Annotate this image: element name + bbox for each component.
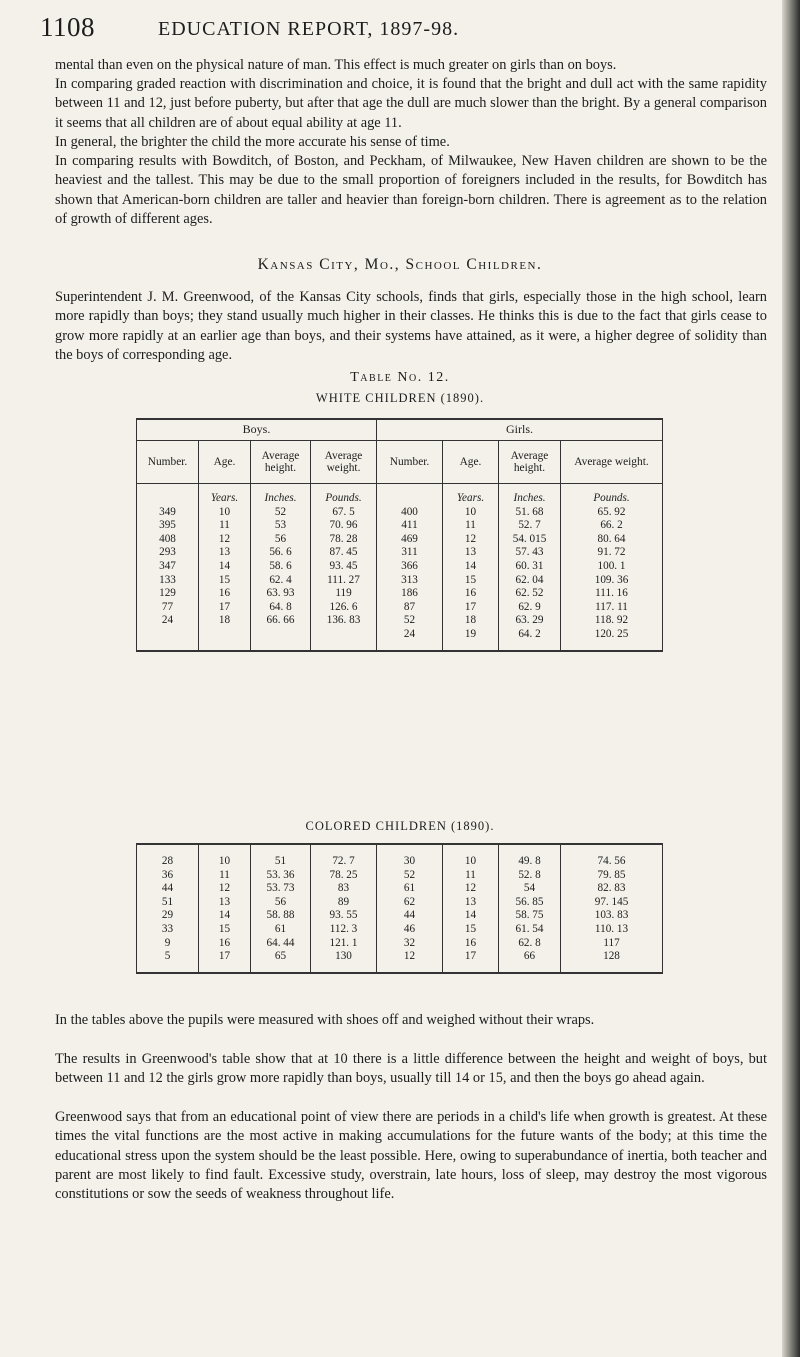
table-title: Table No. 12. [350, 370, 450, 385]
column-header: Average height. [251, 441, 311, 484]
closing-paragraph-3: Greenwood says that from an educational point of view there are periods in a child's life when growth is greatest. At these times the vital functions are the most active in making accumulations for the future wants of the body; at this time the educational stress upon the system should be the least possible. Here, owing to superabundance of inertia, both teacher and parent are most likely to find fault. Excessive study, overstrain, late hours, loss of sleep, may destroy the most vigorous constitutions or sow the seeds of weakness throughout life. [55, 1109, 767, 1203]
unit-label [137, 484, 199, 506]
boys-weight-column: 67. 5 70. 96 78. 28 87. 45 93. 45 111. 27 119 126. 6 136. 83 [311, 506, 377, 651]
column-header: Average height. [499, 441, 561, 484]
colored-boys-age-column: 10 11 12 13 14 15 16 17 [199, 844, 251, 973]
girls-number-column: 400 411 469 311 366 313 186 87 52 24 [377, 506, 443, 651]
intro-paragraph-1: mental than even on the physical nature of man. This effect is much greater on girls than on boys. [55, 57, 617, 73]
colored-boys-number-column: 28 36 44 51 29 33 9 5 [137, 844, 199, 973]
boys-height-column: 52 53 56 56. 6 58. 6 62. 4 63. 93 64. 8 66. 66 [251, 506, 311, 651]
colored-girls-height-column: 49. 8 52. 8 54 56. 85 58. 75 61. 54 62. 8 66 [499, 844, 561, 973]
column-header: Average weight. [561, 441, 663, 484]
girls-weight-column: 65. 92 66. 2 80. 64 91. 72 100. 1 109. 36 111. 16 117. 11 118. 92 120. 25 [561, 506, 663, 651]
group-header-girls: Girls. [377, 419, 663, 441]
column-header: Number. [137, 441, 199, 484]
group-header-boys: Boys. [137, 419, 377, 441]
boys-number-column: 349 395 408 293 347 133 129 77 24 [137, 506, 199, 651]
closing-paragraph-1: In the tables above the pupils were measured with shoes off and weighed without their wraps. [55, 1012, 595, 1028]
intro-paragraph-3: In general, the brighter the child the more accurate his sense of time. [55, 134, 450, 150]
section-paragraph: Superintendent J. M. Greenwood, of the Kansas City schools, finds that girls, especially those in the high school, learn more rapidly than boys; they stand usually much higher in their classes. He thinks this is due to the fact that girls cease to grow more rapidly at an earlier age than boys, and their systems have attained, as it were, a higher degree of solidity than the boys of corresponding age. [55, 289, 767, 363]
unit-label: Inches. [251, 484, 311, 506]
colored-children-subtitle: COLORED CHILDREN (1890). [305, 819, 495, 833]
column-header: Age. [199, 441, 251, 484]
unit-label [377, 484, 443, 506]
colored-boys-weight-column: 72. 7 78. 25 83 89 93. 55 112. 3 121. 1 130 [311, 844, 377, 973]
section-heading: Kansas City, Mo., School Children. [257, 256, 543, 273]
colored-girls-number-column: 30 52 61 62 44 46 32 12 [377, 844, 443, 973]
page-edge-shadow [782, 0, 800, 1357]
girls-age-column: 10 11 12 13 14 15 16 17 18 19 [443, 506, 499, 651]
unit-label: Pounds. [561, 484, 663, 506]
intro-paragraph-4: In comparing results with Bowditch, of Boston, and Peckham, of Milwaukee, New Haven children are shown to be the heaviest and the tallest. This may be due to the small proportion of foreigners included in the results, for Bowditch has shown that American-born children are taller and heavier than foreign-born children. There is agreement as to the relation of growth of different ages. [55, 153, 767, 227]
column-header: Average weight. [311, 441, 377, 484]
closing-paragraph-2: The results in Greenwood's table show that at 10 there is a little difference between the height and weight of boys, but between 11 and 12 the girls grow more rapidly than boys, usually till 14 or 15, and then the boys go ahead again. [55, 1051, 767, 1087]
unit-label: Years. [199, 484, 251, 506]
unit-label: Pounds. [311, 484, 377, 506]
boys-age-column: 10 11 12 13 14 15 16 17 18 [199, 506, 251, 651]
page-number: 1108 [40, 12, 95, 42]
white-children-table [136, 418, 663, 652]
running-title: EDUCATION REPORT, 1897-98. [158, 18, 460, 40]
girls-height-column: 51. 68 52. 7 54. 015 57. 43 60. 31 62. 04 62. 52 62. 9 63. 29 64. 2 [499, 506, 561, 651]
colored-girls-age-column: 10 11 12 13 14 15 16 17 [443, 844, 499, 973]
page-header [40, 6, 770, 46]
colored-girls-weight-column: 74. 56 79. 85 82. 83 97. 145 103. 83 110. 13 117 128 [561, 844, 663, 973]
unit-label: Years. [443, 484, 499, 506]
column-header: Age. [443, 441, 499, 484]
column-header: Number. [377, 441, 443, 484]
intro-paragraph-2: In comparing graded reaction with discrimination and choice, it is found that the bright and dull act with the same rapidity between 11 and 12, just before puberty, but after that age the dull are much slower than the bright. By a general comparison it seems that all children are of about equal ability at age 11. [55, 76, 767, 131]
unit-label: Inches. [499, 484, 561, 506]
white-children-subtitle: WHITE CHILDREN (1890). [315, 391, 485, 405]
colored-children-table [136, 843, 663, 974]
colored-boys-height-column: 51 53. 36 53. 73 56 58. 88 61 64. 44 65 [251, 844, 311, 973]
